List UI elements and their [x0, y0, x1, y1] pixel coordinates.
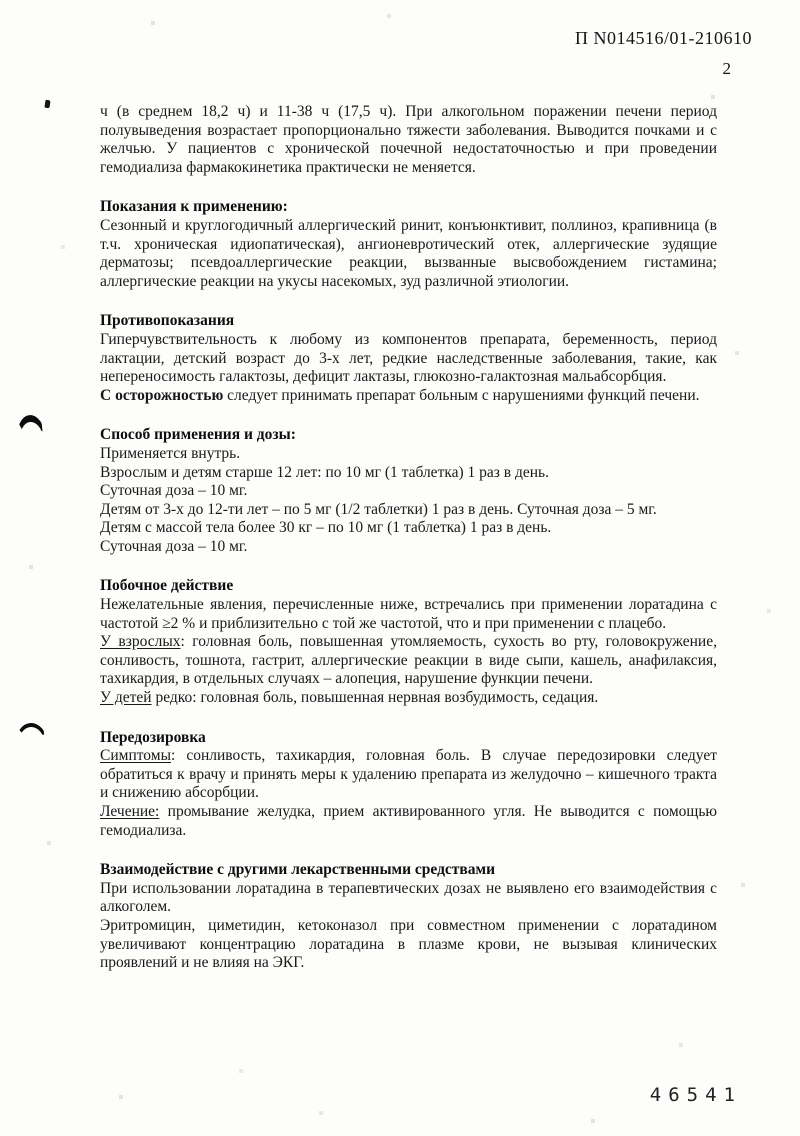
text-run: следует принимать препарат больным с нарушениями функций печени. — [223, 386, 700, 404]
paragraph — [100, 803, 717, 840]
ink-spot-mark — [44, 100, 50, 109]
document-section — [100, 426, 717, 556]
text-run: Лечение: — [100, 803, 160, 820]
text-run: Гиперчувствительность к любому из компонентов препарата, беременность, период лактации, детский возраст до 3-х лет, редкие наследственные заболевания, такие, как непереносимость галактозы, дефицит лактазы, глюкозно-галактозная мальабсорбция. — [100, 330, 717, 386]
text-run: ч (в среднем 18,2 ч) и 11-38 ч (17,5 ч). При алкогольном поражении печени период полувыведения возрастает пропорционально тяжести заболевания. Выводится почками и с желчью. У пациентов с хронической почечной недостаточностью и при проведении гемодиализа фармакокинетика практически не меняется. — [100, 103, 717, 176]
text-run: У взрослых — [100, 633, 181, 651]
document-section — [100, 729, 717, 841]
section-heading: Показания к применению: — [100, 198, 288, 216]
scan-arc-mark-top — [15, 414, 46, 441]
text-run: Суточная доза – 10 мг. — [100, 482, 248, 500]
document-section — [100, 312, 717, 405]
paragraph — [100, 596, 717, 633]
section-heading: Передозировка — [100, 728, 206, 746]
paragraph — [100, 519, 717, 538]
paragraph — [100, 103, 717, 177]
text-run: редко: головная боль, повышенная нервная возбудимость, седация. — [151, 689, 599, 707]
document-section — [100, 198, 717, 291]
paragraph — [100, 387, 717, 406]
document-section — [100, 577, 717, 707]
text-run: промывание желудка, прием активированного угля. Не выводится с помощью гемодиализа. — [100, 803, 717, 839]
text-run: Применяется внутрь. — [100, 444, 241, 462]
paragraph — [100, 538, 717, 557]
page-number: 2 — [722, 59, 731, 78]
text-run: Симптомы — [100, 747, 171, 765]
registration-number: П N014516/01-210610 — [575, 28, 752, 48]
document-section — [100, 103, 717, 177]
paragraph — [100, 633, 717, 689]
paragraph — [100, 917, 717, 973]
text-run: Детям с массой тела более 30 кг – по 10 мг (1 таблетка) 1 раз в день. — [100, 519, 552, 537]
paragraph — [100, 482, 717, 501]
text-run: Взрослым и детям старше 12 лет: по 10 мг (1 таблетка) 1 раз в день. — [100, 463, 550, 481]
scan-noise — [0, 0, 2, 2]
paragraph — [100, 747, 717, 803]
text-run: С осторожностью — [100, 386, 224, 404]
paragraph — [100, 445, 717, 464]
paragraph — [100, 689, 717, 708]
text-run: Нежелательные явления, перечисленные ниже, встречались при применении лоратадина с частотой ≥2 % и приблизительно с той же частотой, что и при применении с плацебо. — [100, 596, 717, 632]
paragraph — [100, 331, 717, 387]
footer-code: 46541 — [649, 1084, 742, 1106]
paragraph — [100, 880, 717, 917]
paragraph — [100, 464, 717, 483]
text-run: Сезонный и круглогодичный аллергический ринит, конъюнктивит, поллиноз, крапивница (в т.ч. хроническая идиопатическая), ангионевротический отек, аллергические зудящие дерматозы; псевдоаллергические реакции, вызванные высвобождением гистамина; аллергические реакции на укусы насекомых, зуд различной этиологии. — [100, 216, 717, 290]
text-run: У детей — [100, 689, 152, 707]
document-section — [100, 861, 717, 973]
text-run: Детям от 3-х до 12-ти лет – по 5 мг (1/2 таблетки) 1 раз в день. Суточная доза – 5 мг. — [100, 500, 657, 518]
paragraph — [100, 501, 717, 520]
section-heading: Противопоказания — [100, 312, 235, 330]
paragraph — [100, 217, 717, 291]
document-content — [100, 103, 717, 973]
section-heading: Способ применения и дозы: — [100, 426, 296, 444]
section-heading: Побочное действие — [100, 577, 234, 595]
text-run: Эритромицин, циметидин, кетоконазол при совместном применении с лоратадином увеличивают концентрацию лоратадина в плазме крови, не вызывая клинических проявлений и не влияя на ЭКГ. — [100, 916, 717, 972]
section-heading: Взаимодействие с другими лекарственными средствами — [100, 861, 496, 879]
text-run: : головная боль, повышенная утомляемость, сухость во рту, головокружение, сонливость, тошнота, гастрит, аллергические реакции в виде сыпи, кашель, анафилаксия, тахикардия, в отдельных случаях – алопеция, нарушение функции печени. — [100, 633, 717, 688]
text-run: : сонливость, тахикардия, головная боль. В случае передозировки следует обратиться к врачу и принять меры к удалению препарата из желудочно – кишечного тракта и снижению абсорбции. — [100, 747, 717, 802]
text-run: При использовании лоратадина в терапевтических дозах не выявлено его взаимодействия с алкоголем. — [100, 879, 717, 916]
scan-arc-mark-bottom — [14, 722, 47, 745]
text-run: Суточная доза – 10 мг. — [100, 537, 248, 555]
